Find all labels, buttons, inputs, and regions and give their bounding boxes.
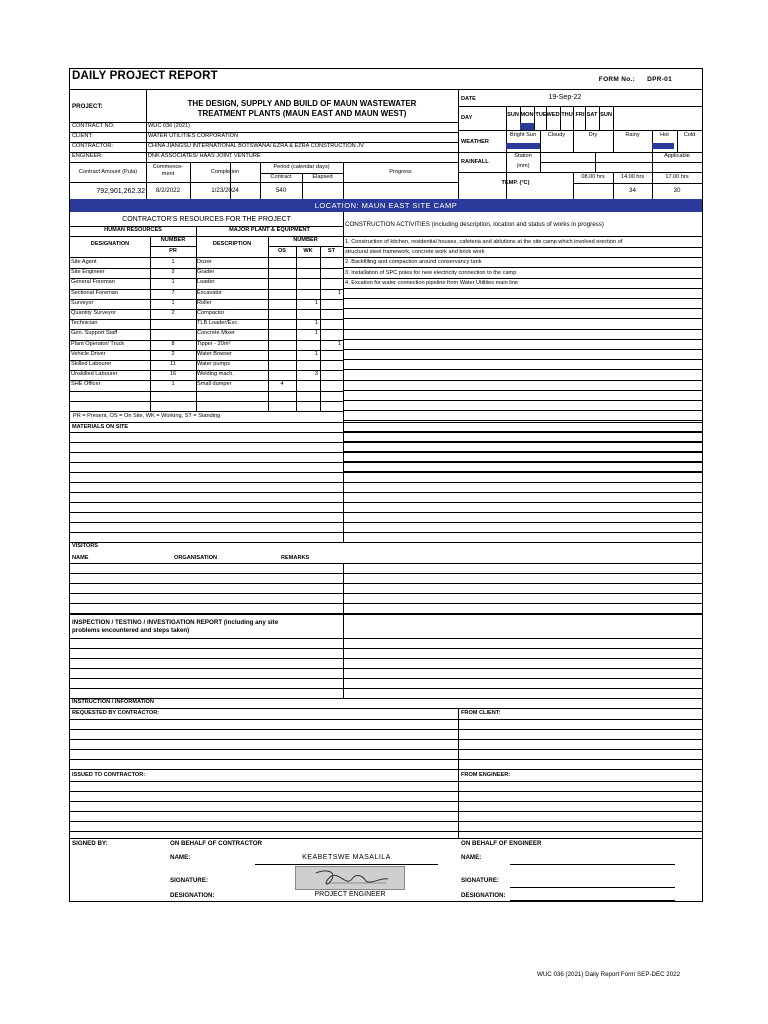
designation-cell: Gen. Support Staff [71, 330, 118, 337]
applicable-label: Applicable [664, 153, 690, 159]
equipment-cell: Concrete Mixer [197, 330, 235, 337]
rule-line [70, 522, 702, 523]
day-sun: SUN [600, 112, 612, 118]
day-tue: TUE [535, 112, 547, 118]
contractor-value: CHINA JIANGSU INTERNATIONAL BOTSWANA/ EZRA & EZRA CONSTRUCTION JV [148, 143, 364, 149]
rule-line [70, 401, 343, 402]
project-title-line2: TREATMENT PLANTS (MAUN EAST AND MAUN WEST) [197, 109, 407, 118]
rule-line [196, 226, 197, 411]
pr-cell: 2 [171, 269, 175, 276]
rule-line [70, 492, 702, 493]
period-label: Period (calendar days) [273, 164, 330, 170]
rule-line [534, 106, 535, 130]
rule-line [560, 106, 561, 130]
station-label: Station [514, 153, 532, 159]
amount-label: Contract Amount (Pula) [78, 169, 138, 175]
from-client-label: FROM CLIENT: [461, 710, 501, 716]
inspection-label-2: problems encountered and steps taken) [72, 627, 190, 634]
day-label: DAY [461, 115, 473, 121]
equipment-cell: Water Bowser [197, 350, 232, 357]
rule-line [70, 442, 702, 443]
activity-line: 4. Excation for water connection pipeline from Water Utilities main line [345, 279, 518, 286]
equipment-cell: Water pumps [197, 361, 231, 367]
rule-line [540, 130, 541, 152]
commencement-value: 8/2/2022 [155, 187, 181, 194]
behalf-contractor-label: ON BEHALF OF CONTRACTOR [170, 840, 263, 847]
designation-cell: Technician [71, 320, 98, 327]
client-label: CLIENT: [72, 133, 93, 139]
rule-line [343, 267, 702, 268]
pr-cell: 1 [171, 299, 175, 306]
rule-line [70, 769, 702, 770]
temp-1400-label: 14.00 hrs [620, 174, 645, 180]
completion-value: 1/23/2024 [211, 187, 239, 194]
contractor-designation-value: PROJECT ENGINEER [314, 891, 386, 898]
engineer-signature-label: SIGNATURE: [461, 877, 500, 884]
equipment-cell: Compactor [197, 310, 225, 316]
day-fri: FRI [575, 112, 585, 118]
form-no-label: FORM No.: [598, 76, 636, 83]
rule-line [70, 801, 702, 802]
pr-cell: 8 [171, 340, 175, 347]
designation-cell: Unskilled Labourer [71, 371, 118, 378]
date-value: 19-Sep-22 [548, 94, 582, 101]
instruction-label: INSTRUCTION / INFORMATION [72, 699, 154, 705]
requested-by-contractor-label: REQUESTED BY CONTRACTOR: [72, 710, 160, 716]
rule-line [573, 106, 574, 130]
contractor-signature-label: SIGNATURE: [170, 877, 209, 884]
engineer-value: DNK ASSOCIATES/ HAAS JOINT VENTURE [148, 153, 261, 159]
equipment-cell: TLB Loader/Exc. [197, 320, 239, 327]
rule-line [320, 246, 321, 411]
contractor-signature-image [295, 866, 405, 890]
weather-bright-sun: Bright Sun [509, 132, 537, 138]
designation-cell: Site Agent [71, 259, 97, 265]
designation-cell: Vehicle Driver [71, 350, 106, 357]
activities-title: CONSTRUCTION ACTIVITIES (including description, location and status of works in progress) [345, 221, 604, 228]
rule-line [70, 614, 702, 615]
rule-line [268, 236, 269, 411]
contract-days-value: 540 [275, 187, 287, 194]
weather-dry: Dry [588, 132, 598, 138]
rule-line [70, 658, 702, 659]
location-band: LOCATION: MAUN EAST SITE CAMP [70, 199, 702, 212]
rule-line [546, 106, 547, 130]
rule-line [70, 739, 702, 740]
rule-line [70, 668, 702, 669]
pr-cell: 11 [170, 361, 176, 367]
rule-line [70, 678, 702, 679]
weather-marker-hot [652, 143, 674, 149]
resource-row [70, 268, 343, 278]
rule-line [343, 318, 702, 319]
rule-line [585, 106, 586, 130]
rule-line [70, 573, 702, 574]
project-title-line1: THE DESIGN, SUPPLY AND BUILD OF MAUN WASTEWATER [187, 99, 417, 108]
rule-line [150, 236, 151, 411]
resource-row [70, 370, 343, 380]
report-title: DAILY PROJECT REPORT [72, 70, 218, 82]
commencement-label [146, 165, 190, 177]
rule-line [70, 603, 702, 604]
daily-report-form [69, 68, 703, 902]
equipment-cell: Small dumper [197, 381, 232, 388]
st-header: ST [327, 248, 336, 254]
signed-by-label: SIGNED BY: [72, 840, 108, 847]
rule-line [343, 308, 702, 309]
rule-line [70, 542, 702, 543]
materials-label: MATERIALS ON SITE [72, 424, 129, 430]
rule-line [343, 278, 702, 279]
rule-line [343, 329, 702, 330]
rule-line [70, 791, 702, 792]
rainfall-label: RAINFALL [461, 159, 489, 165]
designation-cell: General Foreman [71, 279, 115, 286]
day-mon: MON [520, 112, 534, 118]
resource-row [70, 258, 343, 268]
resource-row [70, 329, 343, 339]
st-cell: 1 [337, 289, 341, 296]
temp-1700-value: 30 [673, 187, 681, 194]
rule-line [677, 130, 678, 152]
day-thu: THU [561, 112, 573, 118]
rule-line [70, 422, 702, 423]
completion-label: Completion [210, 169, 240, 175]
rule-line [343, 400, 702, 401]
designation-header: DESIGNATION [90, 241, 130, 247]
wk-cell: 1 [314, 350, 318, 357]
contract-days-label: Contract [270, 174, 292, 180]
contract-no-label: CONTRACT NO. [72, 123, 115, 129]
equipment-cell: Excavator [197, 289, 222, 296]
contractor-label: CONTRACTOR: [72, 143, 113, 149]
wk-cell: 1 [314, 299, 318, 306]
activity-line: structural steel framework, concrete work and brick work [345, 249, 485, 256]
equipment-cell: Tipper - 20m³ [197, 340, 231, 347]
rule-line [70, 759, 702, 760]
equipment-cell: Loader [197, 279, 215, 286]
project-label: PROJECT: [72, 103, 103, 110]
amount-value: 792,901,262.32 [96, 188, 145, 195]
weather-rainy: Rainy [625, 132, 640, 138]
plant-label: MAJOR PLANT & EQUIPMENT [229, 227, 310, 233]
designation-cell: Sectional Foreman [71, 289, 118, 296]
form-no-value: DPR-01 [647, 76, 672, 83]
engineer-label: ENGINEER: [72, 153, 103, 159]
pr-cell: 2 [171, 310, 175, 316]
signature-scribble-icon [296, 867, 406, 891]
resource-row [70, 299, 343, 309]
rule-line [70, 472, 702, 473]
equipment-cell: Dozer [197, 259, 212, 265]
rule-line [343, 288, 702, 289]
resource-row [70, 289, 343, 299]
day-sun: SUN [507, 112, 519, 118]
description-header: DESCRIPTION [212, 241, 252, 247]
rule-line [343, 369, 702, 370]
rule-line [70, 593, 702, 594]
rule-line [343, 410, 702, 411]
resource-row [70, 319, 343, 329]
contractor-name-value: KEABETSWE MASALILA [302, 854, 391, 861]
resource-row [70, 360, 343, 370]
footer-text: WUC 036 (2021) Daily Report Form SEP-DEC 2022 [537, 971, 681, 978]
wk-cell: 3 [314, 371, 318, 378]
temp-1700-label: 17.00 hrs [665, 174, 689, 180]
rule-line [343, 339, 702, 340]
rule-line [70, 749, 702, 750]
day-wed: WED [546, 112, 560, 118]
os-cell: 4 [280, 381, 284, 388]
engineer-name-label: NAME: [461, 854, 482, 861]
rule-line [70, 831, 702, 832]
rule-line [506, 106, 507, 130]
pr-cell: 16 [169, 371, 177, 378]
rule-line [613, 106, 614, 130]
visitors-label: VISITORS [72, 543, 99, 549]
resources-title: CONTRACTOR'S RESOURCES FOR THE PROJECT [122, 216, 291, 223]
resource-row [70, 380, 343, 390]
designation-cell: SHE Officer [71, 381, 101, 388]
wk-cell: 1 [314, 330, 318, 337]
rule-line [70, 532, 702, 533]
contractor-designation-label: DESIGNATION: [170, 892, 215, 899]
wk-cell: 1 [314, 320, 318, 327]
rule-line [343, 359, 702, 360]
resource-row [70, 350, 343, 360]
visitor-organisation-header: ORGANISATION [174, 555, 218, 561]
rule-line [70, 638, 702, 639]
selected-day-marker [520, 123, 534, 130]
pr-cell: 7 [171, 289, 175, 296]
resource-row [70, 278, 343, 288]
designation-cell: Skilled Labourer [71, 361, 112, 367]
mm-label: (mm) [516, 163, 530, 169]
rule-line [296, 246, 297, 411]
st-cell: 1 [337, 340, 341, 347]
progress-label: Progress [389, 169, 412, 175]
os-header: OS [277, 248, 287, 254]
rule-line [573, 130, 574, 152]
rule-line [70, 821, 702, 822]
client-value: WATER UTILITIES CORPORATION [148, 133, 239, 139]
designation-cell: Quantity Surveyor [71, 310, 116, 316]
rule-line [613, 130, 614, 152]
activity-line: 3. Installation of SPC poles for new electricity connection to the camp [345, 269, 517, 276]
inspection-label-1: INSPECTION / TESTING / INVESTIGATION REPORT (including any site [72, 619, 279, 626]
pr-cell: 1 [171, 279, 175, 286]
rule-line [343, 380, 702, 381]
date-label: DATE [461, 96, 476, 102]
rule-line [70, 719, 702, 720]
resource-row [70, 309, 343, 319]
commencement-label-1: Commence- [152, 164, 184, 170]
rule-line [70, 432, 702, 433]
rule-line [343, 390, 702, 391]
designation-cell: Plant Operator/ Truck [71, 340, 125, 347]
rule-line [343, 257, 702, 258]
weather-marker-sun [506, 143, 540, 149]
rule-line [70, 698, 702, 699]
designation-cell: Surveyor [71, 299, 94, 306]
rule-line [70, 512, 702, 513]
contract-no-value: WUC 036 (2021) [148, 123, 190, 129]
form-number [587, 76, 672, 83]
rule-line [70, 391, 343, 392]
rule-line [70, 583, 702, 584]
rule-line [599, 106, 600, 130]
elapsed-label: Elapsed [312, 174, 333, 180]
rule-line [70, 502, 702, 503]
rule-line [343, 298, 702, 299]
equipment-cell: Welding mach. [197, 371, 234, 378]
rule-line [70, 411, 343, 412]
rule-line [70, 729, 702, 730]
activity-line: 2. Backfilling and compaction around conservancy tank [345, 259, 482, 266]
pr-cell: 2 [171, 350, 175, 357]
pr-cell: 1 [171, 381, 175, 388]
equipment-cell: Roller [197, 299, 212, 306]
rule-line [70, 563, 702, 564]
temp-0800-label: 08.00 hrs [581, 174, 605, 180]
contractor-name-label: NAME: [170, 854, 191, 861]
temp-1400-value: 34 [629, 187, 636, 194]
issued-to-contractor-label: ISSUED TO CONTRACTOR: [72, 772, 146, 778]
from-engineer-label: FROM ENGINEER: [461, 772, 511, 778]
pr-header: PR [169, 248, 177, 254]
rule-line [70, 781, 702, 782]
weather-label: WEATHER [461, 139, 489, 145]
rule-line [70, 811, 702, 812]
engineer-designation-label: DESIGNATION: [461, 892, 506, 899]
wk-header: WK [303, 248, 313, 254]
equipment-number-header: NUMBER [293, 237, 318, 243]
rule-line [70, 482, 702, 483]
behalf-engineer-label: ON BEHALF OF ENGINEER [461, 840, 542, 847]
weather-cold: Cold [683, 132, 696, 138]
commencement-label-2: ment [161, 170, 175, 177]
weather-cloudy: Cloudy [547, 132, 566, 138]
pr-cell: 1 [171, 259, 175, 265]
visitor-remarks-header: REMARKS [281, 555, 310, 561]
designation-cell: Site Engineer [71, 269, 105, 276]
rule-line [343, 247, 702, 248]
resource-row [70, 340, 343, 350]
number-header: NUMBER [160, 237, 186, 243]
rule-line [70, 648, 702, 649]
rule-line [70, 688, 702, 689]
rule-line [70, 452, 702, 453]
weather-hot: Hot [660, 132, 669, 138]
temp-label: TEMP. (°C) [501, 180, 530, 186]
visitor-name-header: NAME [72, 555, 89, 561]
rule-line [343, 563, 344, 614]
resources-legend: PR = Present, OS = On Site, WK = Working, ST = Standing [73, 413, 221, 419]
human-resources-label: HUMAN RESOURCES [104, 227, 162, 233]
equipment-cell: Grader [197, 269, 215, 276]
rule-line [70, 462, 702, 463]
activity-line: 1. Construction of kitchen, residential houses, cafeteria and ablutions at the site camp which involved erection of [345, 239, 623, 245]
rule-line [343, 349, 702, 350]
day-sat: SAT [586, 112, 598, 118]
